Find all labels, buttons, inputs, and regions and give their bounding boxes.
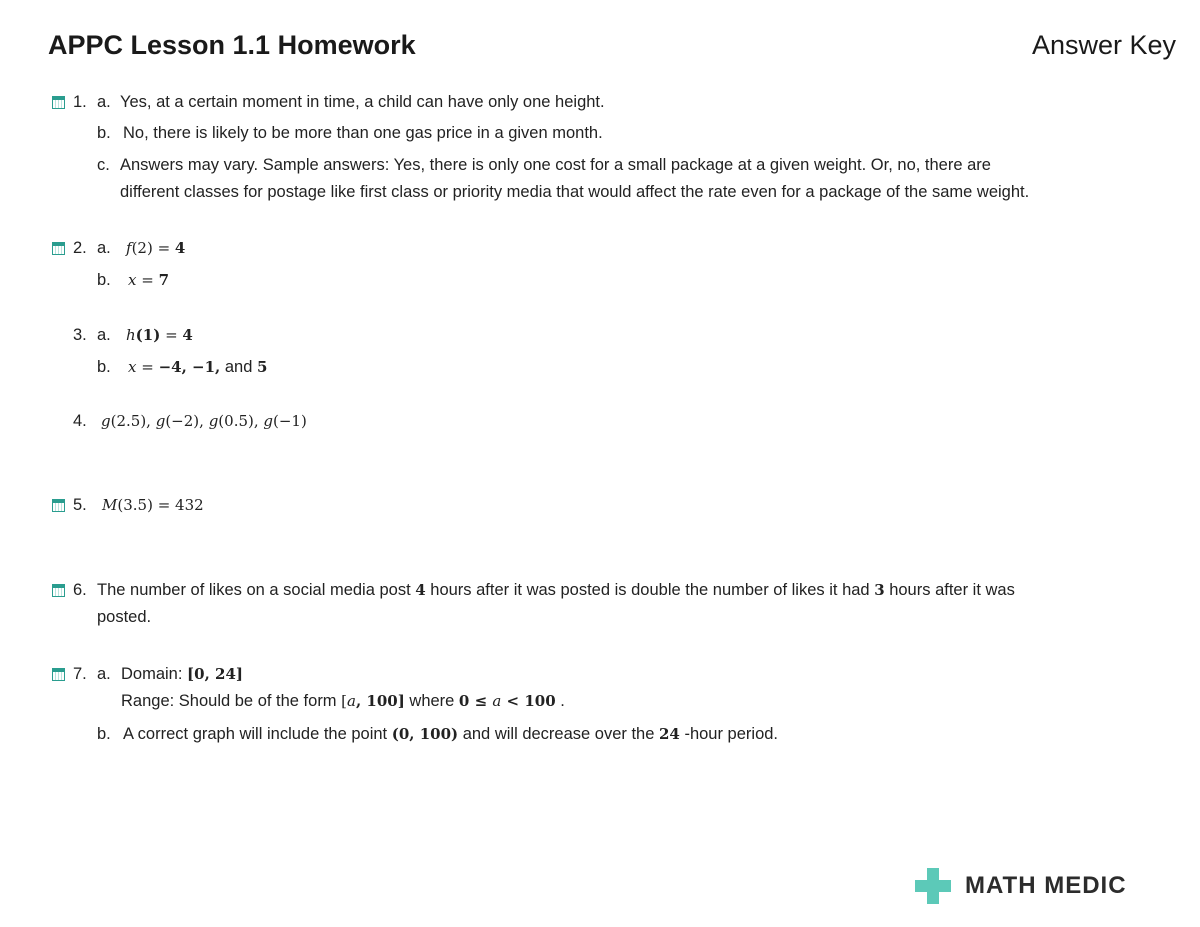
answer-text: posted. xyxy=(97,608,152,626)
part-label: b. xyxy=(97,358,111,376)
math-function: M xyxy=(102,496,118,514)
page-title: APPC Lesson 1.1 Homework xyxy=(48,30,416,60)
math-values: −4, −1, xyxy=(158,358,221,376)
math-argument: (−1) xyxy=(273,412,307,430)
math-equals: = xyxy=(152,496,176,514)
math-argument: (3.5) xyxy=(117,496,153,514)
text-segment: A correct graph will include the point xyxy=(123,725,392,743)
math-argument: (0.5), xyxy=(218,412,264,430)
text-segment: hours after it was posted is double the number of likes it had xyxy=(425,581,875,599)
math-interval-end: , 100] xyxy=(355,692,405,710)
question-number: 2. xyxy=(73,239,87,257)
math-value: 7 xyxy=(158,271,170,289)
text-segment: and will decrease over the xyxy=(458,725,659,743)
math-function: g xyxy=(263,412,274,430)
math-value: 4 xyxy=(174,239,186,257)
answer-text xyxy=(97,577,1015,604)
math-value: 4 xyxy=(415,581,426,599)
calculator-icon xyxy=(52,668,65,681)
math-answer xyxy=(102,492,204,519)
question-number: 6. xyxy=(73,581,87,599)
question-number: 1. xyxy=(73,93,87,111)
math-variable: a xyxy=(492,692,502,710)
part-label: a. xyxy=(97,93,111,111)
math-point: (0, 100) xyxy=(391,725,459,743)
and-text: and xyxy=(220,358,257,376)
part-label: b. xyxy=(97,725,111,743)
math-inequality-right: < 100 xyxy=(501,692,556,710)
math-function: h xyxy=(126,326,136,344)
logo-text: MATH MEDIC xyxy=(965,872,1127,899)
math-argument: (1) xyxy=(135,326,161,344)
math-value: 5 xyxy=(256,358,268,376)
math-variable: x xyxy=(128,358,137,376)
question-number: 5. xyxy=(73,496,87,514)
question-number: 7. xyxy=(73,665,87,683)
text-segment: The number of likes on a social media post xyxy=(97,581,416,599)
math-function: f xyxy=(126,239,132,257)
math-answer xyxy=(126,322,193,349)
math-answer xyxy=(126,235,185,262)
math-value: 432 xyxy=(175,496,204,514)
calculator-icon xyxy=(52,96,65,109)
question-number: 4. xyxy=(73,412,87,430)
math-bracket: [ xyxy=(341,692,347,710)
range-answer xyxy=(121,688,565,715)
math-value: 3 xyxy=(874,581,885,599)
math-argument: (2) xyxy=(131,239,153,257)
domain-answer xyxy=(121,661,243,688)
math-interval: [0, 24] xyxy=(187,665,243,683)
math-equals: = xyxy=(136,271,159,289)
math-argument: (2.5), xyxy=(110,412,156,430)
calculator-icon xyxy=(52,499,65,512)
answer-text: Yes, at a certain moment in time, a child can have only one height. xyxy=(120,93,605,111)
math-argument: (−2), xyxy=(165,412,209,430)
part-label: b. xyxy=(97,271,111,289)
math-answer xyxy=(101,408,307,435)
math-equals: = xyxy=(136,358,159,376)
part-label: a. xyxy=(97,665,111,683)
period: . xyxy=(555,692,565,710)
math-equals: = xyxy=(160,326,183,344)
math-variable: x xyxy=(128,271,137,289)
question-number: 3. xyxy=(73,326,87,344)
answer-text xyxy=(123,721,778,748)
plus-cross-icon xyxy=(915,868,951,904)
math-answer xyxy=(128,354,267,381)
range-label: Range: Should be of the form xyxy=(121,692,342,710)
math-answer xyxy=(128,267,169,294)
part-label: c. xyxy=(97,156,110,174)
part-label: a. xyxy=(97,239,111,257)
answer-text: different classes for postage like first class or priority media that would affect the rate even for a package of the same weight. xyxy=(120,183,1030,201)
text-segment: hours after it was xyxy=(884,581,1015,599)
domain-label: Domain: xyxy=(121,665,188,683)
answer-text: No, there is likely to be more than one gas price in a given month. xyxy=(123,124,603,142)
calculator-icon xyxy=(52,242,65,255)
part-label: a. xyxy=(97,326,111,344)
math-equals: = xyxy=(152,239,175,257)
math-variable: a xyxy=(347,692,356,710)
math-value: 4 xyxy=(182,326,193,344)
math-value: 24 xyxy=(659,725,680,743)
math-function: g xyxy=(155,412,166,430)
math-inequality-left: 0 ≤ xyxy=(458,692,493,710)
text-segment: -hour period. xyxy=(679,725,779,743)
where-text: where xyxy=(404,692,459,710)
part-label: b. xyxy=(97,124,111,142)
math-function: g xyxy=(101,412,111,430)
answer-text: Answers may vary. Sample answers: Yes, there is only one cost for a small package at a given weight. Or, no, there are xyxy=(120,156,991,174)
math-function: g xyxy=(208,412,219,430)
answer-key-label: Answer Key xyxy=(1031,30,1176,60)
calculator-icon xyxy=(52,584,65,597)
